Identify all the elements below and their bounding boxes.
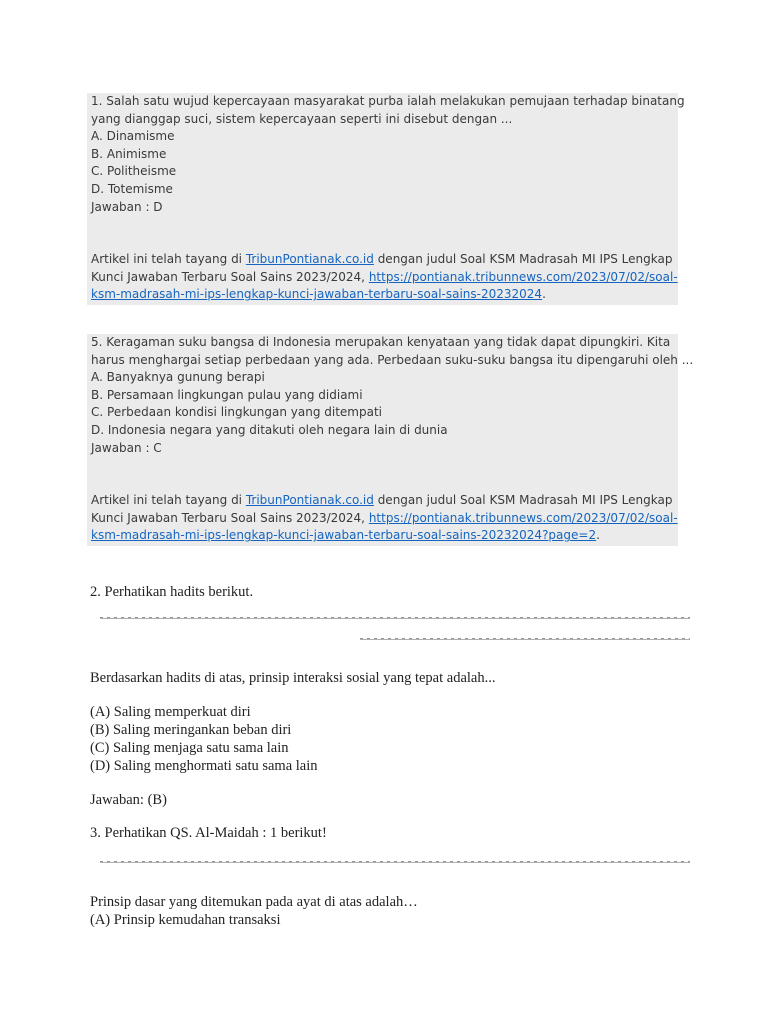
question-5-option-a: A. Banyaknya gunung berapi	[91, 370, 265, 385]
question-3-heading: 3. Perhatikan QS. Al-Maidah : 1 berikut!	[90, 825, 327, 841]
question-3-option-a: (A) Prinsip kemudahan transaksi	[90, 912, 281, 928]
question-2-option-c: (C) Saling menjaga satu sama lain	[90, 740, 289, 756]
article-url-link[interactable]: https://pontianak.tribunnews.com/2023/07/02/soal-	[368, 269, 678, 284]
question-1-option-d: D. Totemisme	[91, 181, 173, 196]
question-1-option-c: C. Politheisme	[91, 164, 177, 179]
article-credit-5-line-2: Kunci Jawaban Terbaru Soal Sains 2023/2024, https://pontianak.tribunnews.com/2023/07/02/soal-	[91, 510, 678, 525]
question-5-answer: Jawaban : C	[91, 440, 162, 455]
question-5-block	[87, 334, 694, 546]
article-credit-1-line-1: Artikel ini telah tayang di TribunPontianak.co.id dengan judul Soal KSM Madrasah MI IPS Lengkap	[91, 252, 673, 267]
hadith-arabic-line-2	[360, 627, 690, 640]
tribun-site-link[interactable]: TribunPontianak.co.id	[245, 493, 374, 508]
hadith-arabic-line-1	[100, 606, 690, 619]
article-credit-1-line-2: Kunci Jawaban Terbaru Soal Sains 2023/2024, https://pontianak.tribunnews.com/2023/07/02/soal-	[91, 269, 678, 284]
article-credit-5-line-1: Artikel ini telah tayang di TribunPontianak.co.id dengan judul Soal KSM Madrasah MI IPS Lengkap	[91, 493, 673, 508]
question-5-option-d: D. Indonesia negara yang ditakuti oleh negara lain di dunia	[91, 422, 448, 437]
question-5-text-line-1: 5. Keragaman suku bangsa di Indonesia merupakan kenyataan yang tidak dapat dipungkiri. Kita	[91, 335, 671, 349]
article-credit-5-line-3: ksm-madrasah-mi-ips-lengkap-kunci-jawaban-terbaru-soal-sains-20232024?page=2.	[91, 528, 600, 543]
question-2-heading: 2. Perhatikan hadits berikut.	[90, 584, 254, 600]
question-2-answer: Jawaban: (B)	[90, 792, 167, 808]
article-url-link-cont[interactable]: ksm-madrasah-mi-ips-lengkap-kunci-jawaban-terbaru-soal-sains-20232024?page=2	[91, 528, 597, 543]
question-1-text-line-1: 1. Salah satu wujud kepercayaan masyarakat purba ialah melakukan pemujaan terhadap binatang	[91, 94, 685, 108]
tribun-site-link[interactable]: TribunPontianak.co.id	[245, 252, 374, 267]
question-1-block	[87, 93, 685, 305]
question-1-option-b: B. Animisme	[91, 146, 167, 161]
article-url-link[interactable]: https://pontianak.tribunnews.com/2023/07/02/soal-	[368, 510, 678, 525]
question-1-text-line-2: yang dianggap suci, sistem kepercayaan seperti ini disebut dengan ...	[91, 111, 513, 126]
question-5-option-b: B. Persamaan lingkungan pulau yang didiami	[91, 387, 363, 402]
article-credit-1-line-3: ksm-madrasah-mi-ips-lengkap-kunci-jawaban-terbaru-soal-sains-20232024.	[91, 287, 546, 302]
question-5-text-line-2: harus menghargai setiap perbedaan yang ada. Perbedaan suku-suku bangsa itu dipengaruhi oleh ...	[91, 352, 694, 367]
ayah-arabic-image	[90, 850, 690, 871]
article-url-link-cont[interactable]: ksm-madrasah-mi-ips-lengkap-kunci-jawaban-terbaru-soal-sains-20232024	[91, 287, 543, 302]
hadith-arabic-image	[90, 606, 690, 648]
question-2-option-b: (B) Saling meringankan beban diri	[90, 722, 292, 738]
question-2-option-a: (A) Saling memperkuat diri	[90, 704, 251, 720]
question-2-options	[90, 703, 690, 775]
question-2-option-d: (D) Saling menghormati satu sama lain	[90, 758, 318, 774]
question-3-prompt: Prinsip dasar yang ditemukan pada ayat di atas adalah… (A) Prinsip kemudahan transaksi	[90, 893, 690, 929]
question-2-prompt: Berdasarkan hadits di atas, prinsip interaksi sosial yang tepat adalah...	[90, 670, 496, 686]
question-1-option-a: A. Dinamisme	[91, 129, 175, 144]
question-1-answer: Jawaban : D	[91, 199, 163, 214]
question-5-option-c: C. Perbedaan kondisi lingkungan yang ditempati	[91, 405, 382, 420]
ayah-arabic-line	[100, 850, 690, 863]
